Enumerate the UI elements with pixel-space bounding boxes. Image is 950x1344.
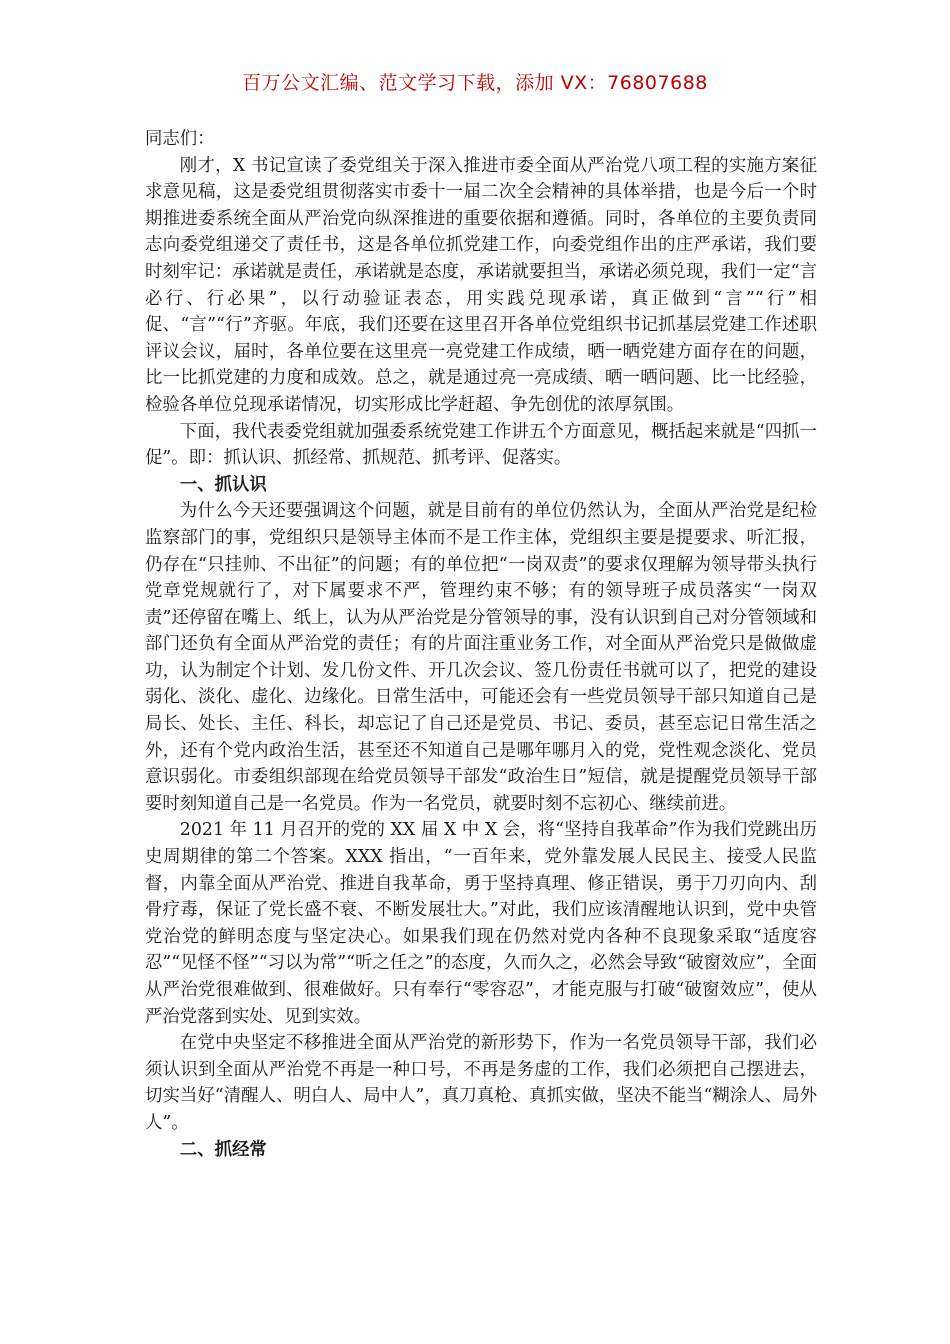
paragraph-section1-3: 在党中央坚定不移推进全面从严治党的新形势下，作为一名党员领导干部，我们必须认识到全面从严治党不再是一种口号，不再是务虚的工作，我们必须把自己摆进去，切实当好“清醒人、明白人、局中人”，真刀真枪、真抓实做，坚决不能当“糊涂人、局外人”。 <box>145 1033 817 1133</box>
section-heading-1: 一、抓认识 <box>179 474 267 495</box>
watermark-banner: 百万公文汇编、范文学习下载，添加 VX：76807688 <box>242 72 708 94</box>
paragraph-intro-1: 刚才，X 书记宣读了委党组关于深入推进市委全面从严治党八项工程的实施方案征求意见稿，这是委党组贯彻落实市委十一届二次全会精神的具体举措，也是今后一个时期推进委系统全面从严治党向纵深推进的重要依据和遵循。同时，各单位的主要负责同志向委党组递交了责任书，这是各单位抓党建工作，向委党组作出的庄严承诺，我们要时刻牢记：承诺就是责任，承诺就是态度，承诺就要担当，承诺必须兑现，我们一定“言必行、行必果”，以行动验证表态，用实践兑现承诺，真正做到“言”“行”相促、“言”“行”齐驱。年底，我们还要在这里召开各单位党组织书记抓基层党建工作述职评议会议，届时，各单位要在这里亮一亮党建工作成绩，晒一晒党建方面存在的问题，比一比抓党建的力度和成效。总之，就是通过亮一亮成绩、晒一晒问题、比一比经验，检验各单位兑现承诺情况，切实形成比学赶超、争先创优的浓厚氛围。 <box>145 155 817 415</box>
document-body <box>145 126 817 1163</box>
salutation: 同志们： <box>145 129 215 149</box>
paragraph-section1-2: 2021 年 11 月召开的党的 XX 届 X 中 X 会，将“坚持自我革命”作为我们党跳出历史周期律的第二个答案。XXX 指出，“一百年来，党外靠发展人民民主、接受人民监督，内靠全面从严治党、推进自我革命，勇于坚持真理、修正错误，勇于刀刃向内、刮骨疗毒，保证了党长盛不衰、不断发展壮大。”对此，我们应该清醒地认识到，党中央管党治党的鲜明态度与坚定决心。如果我们现在仍然对党内各种不良现象采取“适度容忍”“见怪不怪”“习以为常”“听之任之”的态度，久而久之，必然会导致“破窗效应”，全面从严治党很难做到、很难做好。只有奉行“零容忍”，才能克服与打破“破窗效应”，使从严治党落到实处、见到实效。 <box>145 820 817 1027</box>
section-heading-2: 二、抓经常 <box>179 1139 267 1160</box>
paragraph-intro-2: 下面，我代表委党组就加强委系统党建工作讲五个方面意见，概括起来就是“四抓一促”。即：抓认识、抓经常、抓规范、抓考评、促落实。 <box>145 421 817 469</box>
paragraph-section1-1: 为什么今天还要强调这个问题，就是目前有的单位仍然认为，全面从严治党是纪检监察部门的事，党组织只是领导主体而不是工作主体，党组织主要是提要求、听汇报，仍存在“只挂帅、不出征”的问题；有的单位把“一岗双责”的要求仅理解为领导带头执行党章党规就行了，对下属要求不严，管理约束不够；有的领导班子成员落实“一岗双责”还停留在嘴上、纸上，认为从严治党是分管领导的事，没有认识到自己对分管领域和部门还负有全面从严治党的责任；有的片面注重业务工作，对全面从严治党只是做做虚功，认为制定个计划、发几份文件、开几次会议、签几份责任书就可以了，把党的建设弱化、淡化、虚化、边缘化。日常生活中，可能还会有一些党员领导干部只知道自己是局长、处长、主任、科长，却忘记了自己还是党员、书记、委员，甚至忘记日常生活之外，还有个党内政治生活，甚至还不知道自己是哪年哪月入的党，党性观念淡化、党员意识弱化。市委组织部现在给党员领导干部发“政治生日”短信，就是提醒党员领导干部要时刻知道自己是一名党员。作为一名党员，就要时刻不忘初心、继续前进。 <box>145 501 817 814</box>
